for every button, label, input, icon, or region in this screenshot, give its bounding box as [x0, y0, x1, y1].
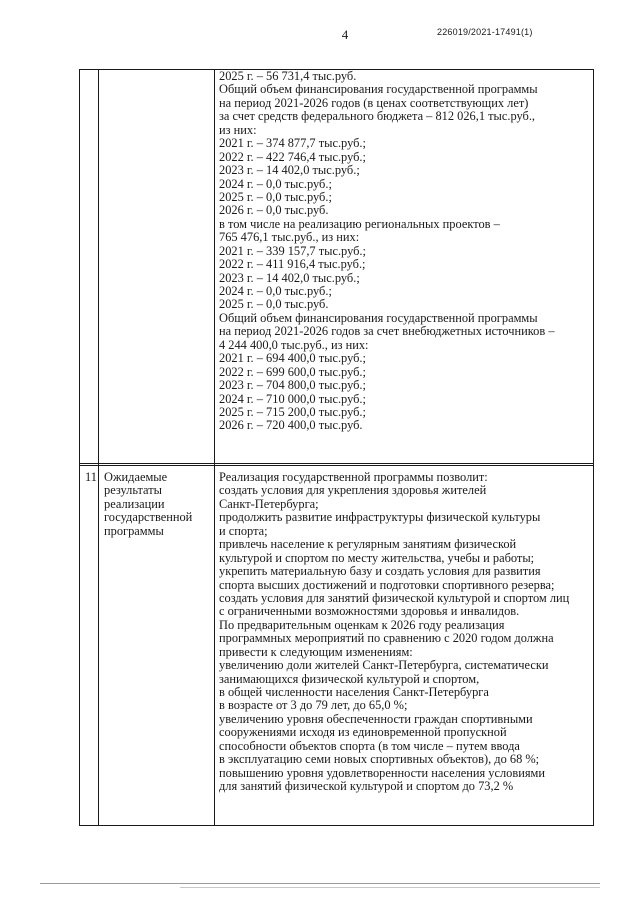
text-line: на период 2021-2026 годов за счет внебюджетных источников – [219, 324, 555, 339]
text-line: 2022 г. – 699 600,0 тыс.руб.; [219, 364, 366, 379]
column-divider-number [98, 69, 99, 826]
text-line: в возрасте от 3 до 79 лет, до 65,0 %; [219, 698, 408, 713]
scan-edge-line [180, 887, 600, 888]
label-line: реализации [104, 496, 165, 511]
text-line: спорта высших достижений и подготовки спортивного резерва; [219, 577, 555, 592]
text-line: за счет средств федерального бюджета – 812 026,1 тыс.руб., [219, 109, 536, 124]
text-line: сооружениями исходя из единовременной пропускной [219, 725, 507, 740]
text-line: увеличению уровня обеспеченности граждан спортивными [219, 711, 533, 726]
text-line: 765 476,1 тыс.руб., из них: [219, 230, 360, 245]
text-line: занимающихся физической культурой и спортом, [219, 671, 480, 686]
text-line: для занятий физической культурой и спортом до 73,2 % [219, 779, 514, 794]
label-line: Ожидаемые [104, 470, 168, 484]
row-11-content [219, 471, 569, 794]
text-line: 2024 г. – 0,0 тыс.руб.; [219, 284, 332, 298]
text-line: с ограниченными возможностями здоровья и инвалидов. [219, 604, 520, 619]
text-line: Реализация государственной программы позволит: [219, 470, 488, 484]
column-divider-label [214, 69, 215, 826]
text-line: в том числе на реализацию региональных проектов – [219, 216, 500, 231]
row-label [104, 471, 192, 538]
text-line: способности объектов спорта (в том числе – путем ввода [219, 738, 520, 753]
text-line: 2021 г. – 694 400,0 тыс.руб.; [219, 351, 366, 366]
text-line: 2023 г. – 14 402,0 тыс.руб.; [219, 270, 360, 285]
text-line: программных мероприятий по сравнению с 2020 годом должна [219, 631, 554, 646]
label-line: государственной [104, 510, 193, 525]
text-line: на период 2021-2026 годов (в ценах соответствующих лет) [219, 95, 529, 110]
text-line: 2026 г. – 0,0 тыс.руб. [219, 203, 329, 218]
text-line: 2025 г. – 0,0 тыс.руб.; [219, 189, 332, 204]
text-line: 2024 г. – 710 000,0 тыс.руб.; [219, 391, 366, 406]
text-line: в эксплуатацию семи новых спортивных объектов), до 68 %; [219, 752, 540, 767]
label-line: результаты [104, 483, 162, 498]
text-line: 2025 г. – 0,0 тыс.руб. [219, 297, 329, 312]
text-line: 2024 г. – 0,0 тыс.руб.; [219, 176, 332, 191]
text-line: Санкт-Петербурга; [219, 496, 319, 511]
row-number: 11 [85, 470, 97, 484]
text-line: 2022 г. – 422 746,4 тыс.руб.; [219, 149, 366, 164]
text-line: 2025 г. – 715 200,0 тыс.руб.; [219, 404, 366, 419]
text-line: Общий объем финансирования государственной программы [219, 310, 538, 325]
text-line: 2025 г. – 56 731,4 тыс.руб. [219, 69, 357, 83]
text-line: увеличению доли жителей Санкт-Петербурга, систематически [219, 658, 549, 673]
text-line: 2021 г. – 374 877,7 тыс.руб.; [219, 136, 366, 151]
text-line: 2023 г. – 704 800,0 тыс.руб.; [219, 378, 366, 393]
text-line: привлечь население к регулярным занятиям физической [219, 537, 517, 552]
text-line: 2026 г. – 720 400,0 тыс.руб. [219, 418, 363, 433]
text-line: привести к следующим изменениям: [219, 644, 413, 659]
text-line: в общей численности населения Санкт-Петербурга [219, 685, 489, 699]
text-line: Общий объем финансирования государственной программы [219, 82, 538, 97]
text-line: 4 244 400,0 тыс.руб., из них: [219, 337, 369, 352]
row-10-content [219, 70, 555, 433]
text-line: и спорта; [219, 523, 268, 538]
text-line: укрепить материальную базу и создать условия для развития [219, 564, 541, 579]
text-line: 2022 г. – 411 916,4 тыс.руб.; [219, 257, 366, 272]
page-number: 4 [341, 27, 349, 42]
text-line: По предварительным оценкам к 2026 году реализация [219, 617, 505, 632]
text-line: продолжить развитие инфраструктуры физической культуры [219, 510, 541, 525]
text-line: 2023 г. – 14 402,0 тыс.руб.; [219, 163, 360, 178]
text-line: повышению уровня удовлетворенности населения условиями [219, 765, 546, 780]
document-id: 226019/2021-17491(1) [437, 27, 533, 37]
text-line: создать условия для занятий физической культурой и спортом лиц [219, 590, 570, 605]
text-line: культурой и спортом по месту жительства, учебы и работы; [219, 550, 535, 565]
label-line: программы [104, 523, 164, 538]
text-line: создать условия для укрепления здоровья жителей [219, 483, 487, 498]
text-line: 2021 г. – 339 157,7 тыс.руб.; [219, 243, 366, 258]
scan-edge-line [40, 883, 600, 884]
text-line: из них: [219, 122, 257, 137]
row-divider [79, 463, 594, 466]
